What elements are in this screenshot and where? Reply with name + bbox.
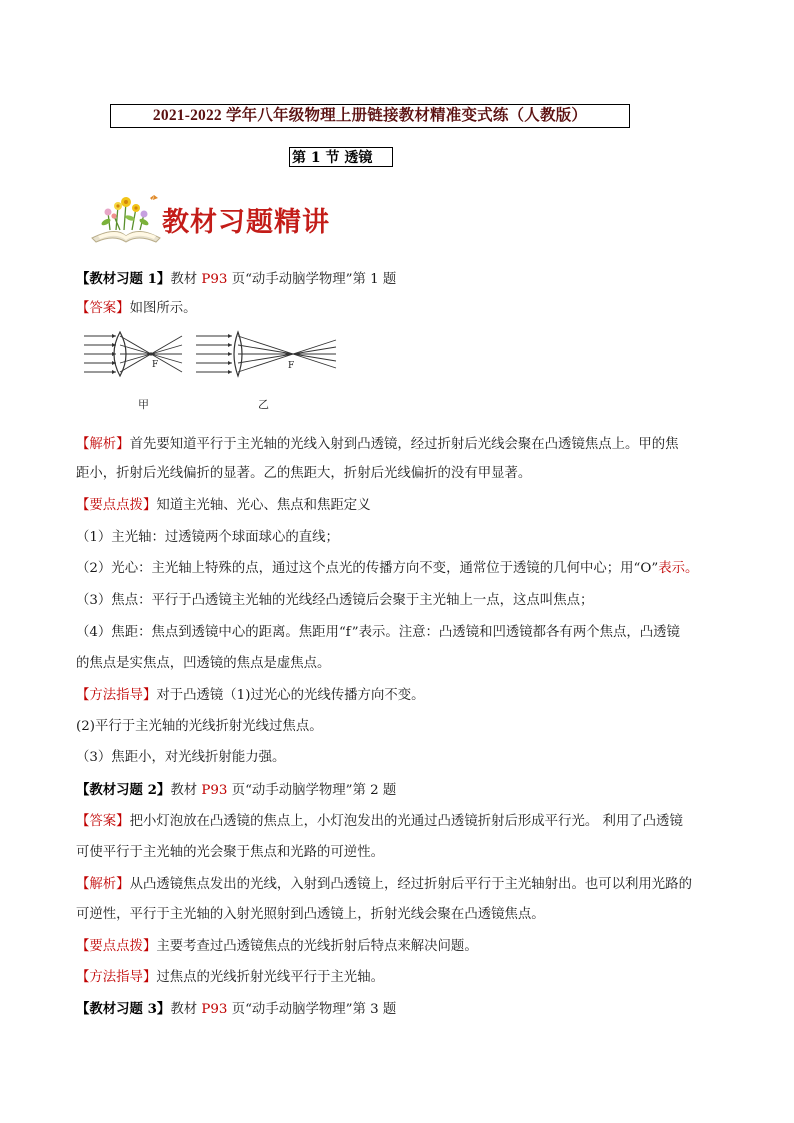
key-point-text: 主要考查过凸透镜焦点的光线折射后特点来解决问题。: [156, 939, 478, 954]
exercise-2-heading: [76, 781, 726, 800]
analysis-tag: 【解析】: [76, 437, 130, 452]
method-line: [76, 969, 726, 987]
analysis-line-1: [76, 436, 726, 454]
key-point-text: 知道主光轴、光心、焦点和焦距定义: [156, 498, 371, 513]
exercise-tag: 【教材习题 1】: [76, 271, 171, 287]
analysis-line-1: [76, 876, 726, 894]
banner-title: 教材习题精讲: [162, 207, 330, 238]
answer-tag: 【答案】: [76, 301, 130, 316]
analysis-line-2: 距小，折射后光线偏折的显著。乙的焦距大，折射后光线偏折的没有甲显著。: [76, 466, 532, 481]
key-point-line: [76, 938, 726, 956]
exercise-ref-suffix: 页“动手动脑学物理”第 3 题: [227, 1002, 397, 1017]
definition-optical-center: [76, 560, 726, 578]
definition-focal-length-1: （4）焦距：焦点到透镜中心的距离。焦距用“f”表示。注意：凸透镜和凹透镜都各有两个焦点，凸透镜: [76, 625, 680, 640]
method-text: 对于凸透镜（1)过光心的光线传播方向不变。: [156, 688, 425, 703]
definition-optical-axis: （1）主光轴：过透镜两个球面球心的直线；: [76, 530, 339, 545]
exercise-ref-prefix: 教材: [170, 1002, 202, 1017]
method-tag: 【方法指导】: [76, 970, 157, 985]
definition-focal-point: （3）焦点：平行于凸透镜主光轴的光线经凸透镜后会聚于主光轴上一点，这点叫焦点；: [76, 593, 594, 608]
definition-text-red: 表示。: [658, 561, 699, 576]
exercise-ref-page: P93: [201, 272, 228, 287]
figure-caption-1: 甲: [138, 398, 149, 411]
exercise-ref-prefix: 教材: [170, 272, 202, 287]
method-tag: 【方法指导】: [76, 688, 157, 703]
analysis-line-2: 可逆性，平行于主光轴的入射光照射到凸透镜上，折射光线会聚在凸透镜焦点。: [76, 907, 545, 922]
key-point-tag: 【要点点拨】: [76, 939, 157, 954]
exercise-1-heading: [76, 270, 726, 289]
analysis-text: 从凸透镜焦点发出的光线，入射到凸透镜上，经过折射后平行于主光轴射出。也可以利用光路的: [129, 877, 692, 892]
answer-tag: 【答案】: [76, 814, 130, 829]
answer-text: 把小灯泡放在凸透镜的焦点上，小灯泡发出的光通过凸透镜折射后形成平行光。 利用了凸透镜: [129, 814, 683, 829]
exercise-ref-prefix: 教材: [170, 783, 202, 798]
method-item-2: (2)平行于主光轴的光线折射光线过焦点。: [76, 719, 323, 734]
answer-line-2: 可使平行于主光轴的光会聚于焦点和光路的可逆性。: [76, 845, 384, 860]
figure-caption-2: 乙: [258, 398, 269, 411]
exercise-3-heading: [76, 1000, 726, 1019]
answer-line-1: [76, 813, 726, 831]
focal-point-label-2: F: [288, 361, 295, 371]
exercise-ref-page: P93: [201, 1002, 228, 1017]
answer-line: [76, 300, 726, 318]
method-text: 过焦点的光线折射光线平行于主光轴。: [156, 970, 384, 985]
method-item-3: （3）焦距小，对光线折射能力强。: [76, 750, 286, 765]
focal-point-label-1: F: [152, 360, 159, 370]
answer-text: 如图所示。: [129, 301, 197, 316]
document-title: 2021-2022 学年八年级物理上册链接教材精准变式练（人教版）: [110, 104, 630, 128]
analysis-text: 首先要知道平行于主光轴的光线入射到凸透镜，经过折射后光线会聚在凸透镜焦点上。甲的焦: [129, 437, 679, 452]
method-line: [76, 687, 726, 705]
definition-text: （2）光心：主光轴上特殊的点，通过这个点光的传播方向不变，通常位于透镜的几何中心；用“O”: [76, 561, 659, 576]
exercise-tag: 【教材习题 3】: [76, 1001, 171, 1017]
exercise-ref-suffix: 页“动手动脑学物理”第 2 题: [227, 783, 397, 798]
section-title: 第 1 节 透镜: [289, 147, 393, 167]
definition-focal-length-2: 的焦点是实焦点，凹透镜的焦点是虚焦点。: [76, 656, 331, 671]
key-point-line: [76, 497, 726, 515]
exercise-ref-suffix: 页“动手动脑学物理”第 1 题: [227, 272, 397, 287]
analysis-tag: 【解析】: [76, 877, 130, 892]
lens-diagram-figure: [82, 330, 352, 414]
exercise-tag: 【教材习题 2】: [76, 782, 171, 798]
exercise-ref-page: P93: [201, 783, 228, 798]
key-point-tag: 【要点点拨】: [76, 498, 157, 513]
